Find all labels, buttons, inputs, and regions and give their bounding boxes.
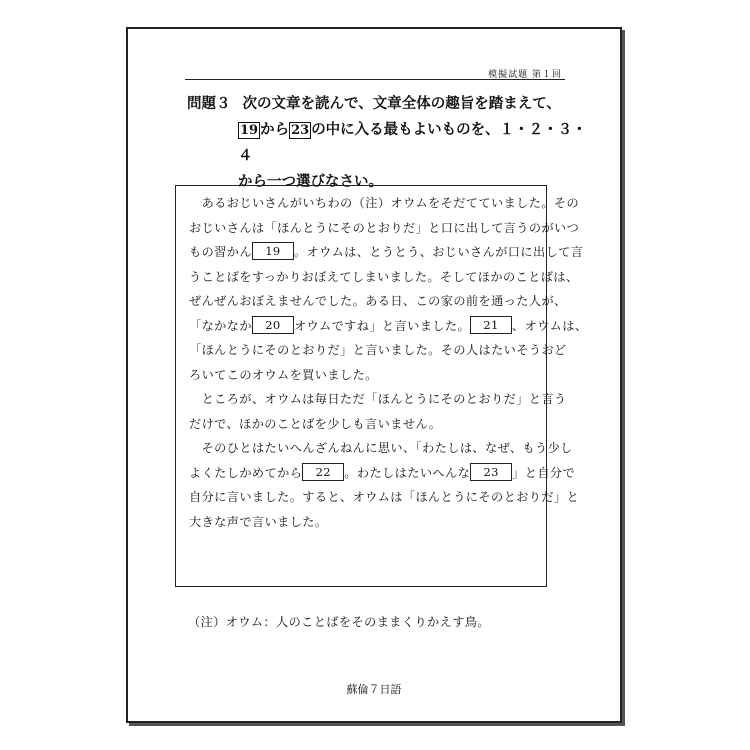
passage-line: 「ほんとうにそのとおりだ」と言いました。その人はたいそうおど — [189, 343, 567, 357]
passage-line: ぜんぜんおぼえませんでした。ある日、この家の前を通った人が、 — [189, 294, 567, 308]
answer-blank-23: 23 — [470, 463, 512, 481]
passage-line: だけで、ほかのことばを少しも言いません。 — [189, 416, 442, 431]
question-line-2-rest: の中に入る最もよいものを、１・２・３・４ — [238, 121, 587, 164]
answer-blank-19: 19 — [252, 242, 294, 260]
passage-line: 自分に言いました。すると、オウムは「ほんとうにそのとおりだ」と — [189, 490, 580, 504]
exam-header: 模擬試題 第１回 — [488, 70, 562, 80]
question-line-1: 次の文章を読んで、文章全体の趣旨を踏まえて、 — [242, 95, 561, 112]
passage-line: ろいてこのオウムを買いました。 — [189, 367, 378, 382]
passage-line: よくたしかめてから 22 。わたしはたいへんな 23 」と自分で — [189, 464, 576, 480]
question-line-2 — [187, 117, 587, 169]
reading-passage — [175, 185, 588, 587]
footnote: （注）オウム：人のことばをそのままくりかえす鳥。 — [188, 615, 490, 629]
question-number: 問題３ — [187, 95, 231, 112]
question-from: から — [260, 121, 290, 138]
question-blank-end: 23 — [291, 123, 310, 138]
passage-line: 大きな声で言いました。 — [189, 514, 328, 529]
passage-line: 「なかなか 20 オウムですね」と言いました。 21 、オウムは、 — [189, 317, 588, 333]
passage-line: もの習かん 19 。オウムは、とうとう、おじいさんが口に出して言 — [189, 244, 584, 259]
paragraph-2 — [189, 387, 567, 436]
answer-blank-20: 20 — [252, 316, 294, 334]
question-blank-start: 19 — [240, 123, 259, 138]
paragraph-1 — [189, 191, 588, 387]
question-line-3: から一つ選びなさい。 — [238, 173, 383, 190]
paragraph-3 — [189, 436, 580, 534]
passage-line: おじいさんは「ほんとうにそのとおりだ」と口に出して言うのがいつ — [189, 220, 580, 235]
passage-line: そのひとはたいへんざんねんに思い、「わたしは、なぜ、もう少し — [201, 441, 573, 455]
exam-page — [126, 27, 622, 723]
answer-blank-22: 22 — [302, 463, 344, 481]
question-prompt — [187, 91, 587, 195]
passage-line: あるおじいさんがいちわの（注）オウムをそだてていました。その — [201, 196, 580, 210]
page-footer: 蘇倫７日語 — [346, 683, 402, 696]
answer-blank-21: 21 — [470, 316, 512, 334]
passage-line: ところが、オウムは毎日ただ「ほんとうにそのとおりだ」と言う — [201, 392, 567, 406]
passage-line: うことばをすっかりおぼえてしまいました。そしてほかのことばは、 — [189, 269, 579, 284]
header-rule — [185, 79, 565, 80]
